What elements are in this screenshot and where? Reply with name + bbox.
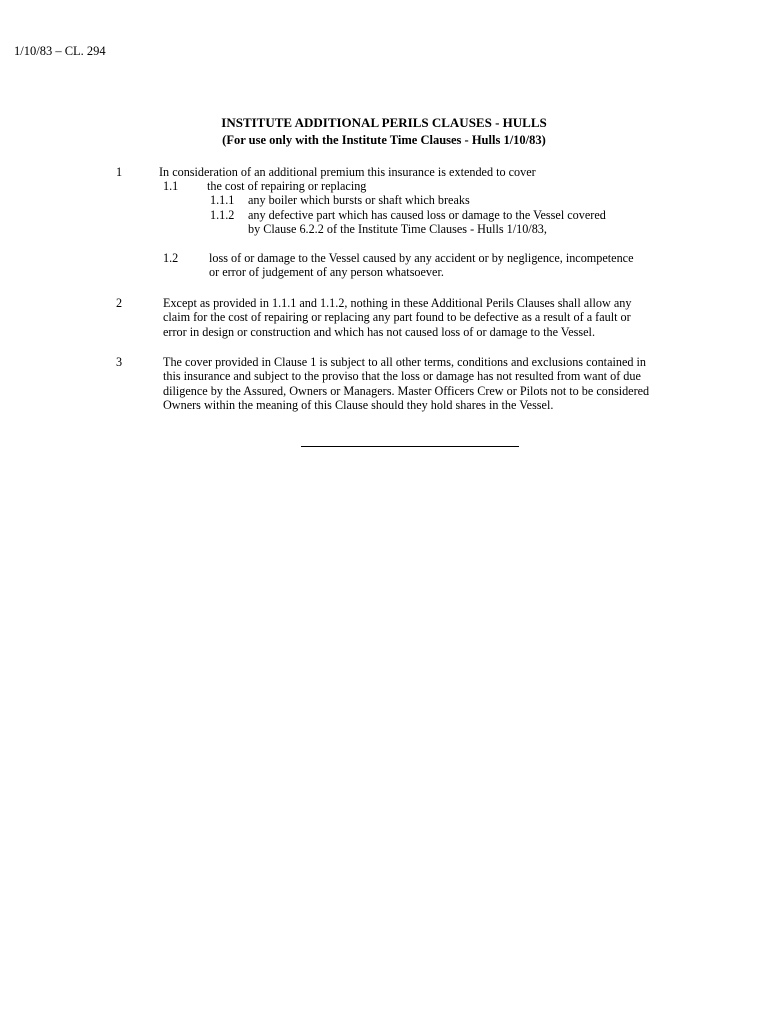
clause-3-text-line3: diligence by the Assured, Owners or Managers. Master Officers Crew or Pilots not to be considered <box>163 384 650 398</box>
clause-1-2-number: 1.2 <box>163 251 179 265</box>
clause-2-text-line3: error in design or construction and which has not caused loss of or damage to the Vessel. <box>163 325 595 339</box>
clause-1-1-1-number: 1.1.1 <box>210 193 235 207</box>
clause-1-1-2-text-line1: any defective part which has caused loss or damage to the Vessel covered <box>248 208 606 222</box>
document-title: INSTITUTE ADDITIONAL PERILS CLAUSES - HULLS <box>221 115 547 130</box>
clause-1-1-2-number: 1.1.2 <box>210 208 235 222</box>
clause-1-number: 1 <box>116 165 123 179</box>
clause-1-text: In consideration of an additional premium this insurance is extended to cover <box>159 165 536 179</box>
clause-3-number: 3 <box>116 355 123 369</box>
clause-2-text-line2: claim for the cost of repairing or replacing any part found to be defective as a result of a fault or <box>163 310 631 324</box>
clause-1-1-2-text-line2: by Clause 6.2.2 of the Institute Time Clauses - Hulls 1/10/83, <box>248 222 547 236</box>
clause-1-1-text: the cost of repairing or replacing <box>207 179 367 193</box>
clause-2-text-line1: Except as provided in 1.1.1 and 1.1.2, nothing in these Additional Perils Clauses shall allow any <box>163 296 632 310</box>
clause-3-text-line1: The cover provided in Clause 1 is subject to all other terms, conditions and exclusions contained in <box>163 355 646 369</box>
clause-1-1-number: 1.1 <box>163 179 179 193</box>
clause-3-text-line2: this insurance and subject to the proviso that the loss or damage has not resulted from want of due <box>163 369 641 383</box>
document-reference: 1/10/83 – CL. 294 <box>14 44 106 58</box>
end-divider-line <box>301 446 519 447</box>
clause-1-1-1-text: any boiler which bursts or shaft which breaks <box>248 193 470 207</box>
clause-2-number: 2 <box>116 296 123 310</box>
clause-1-2-text-line2: or error of judgement of any person whatsoever. <box>209 265 444 279</box>
clause-3-text-line4: Owners within the meaning of this Clause should they hold shares in the Vessel. <box>163 398 554 412</box>
clause-1-2-text-line1: loss of or damage to the Vessel caused by any accident or by negligence, incompetence <box>209 251 634 265</box>
document-subtitle: (For use only with the Institute Time Clauses - Hulls 1/10/83) <box>222 133 546 147</box>
